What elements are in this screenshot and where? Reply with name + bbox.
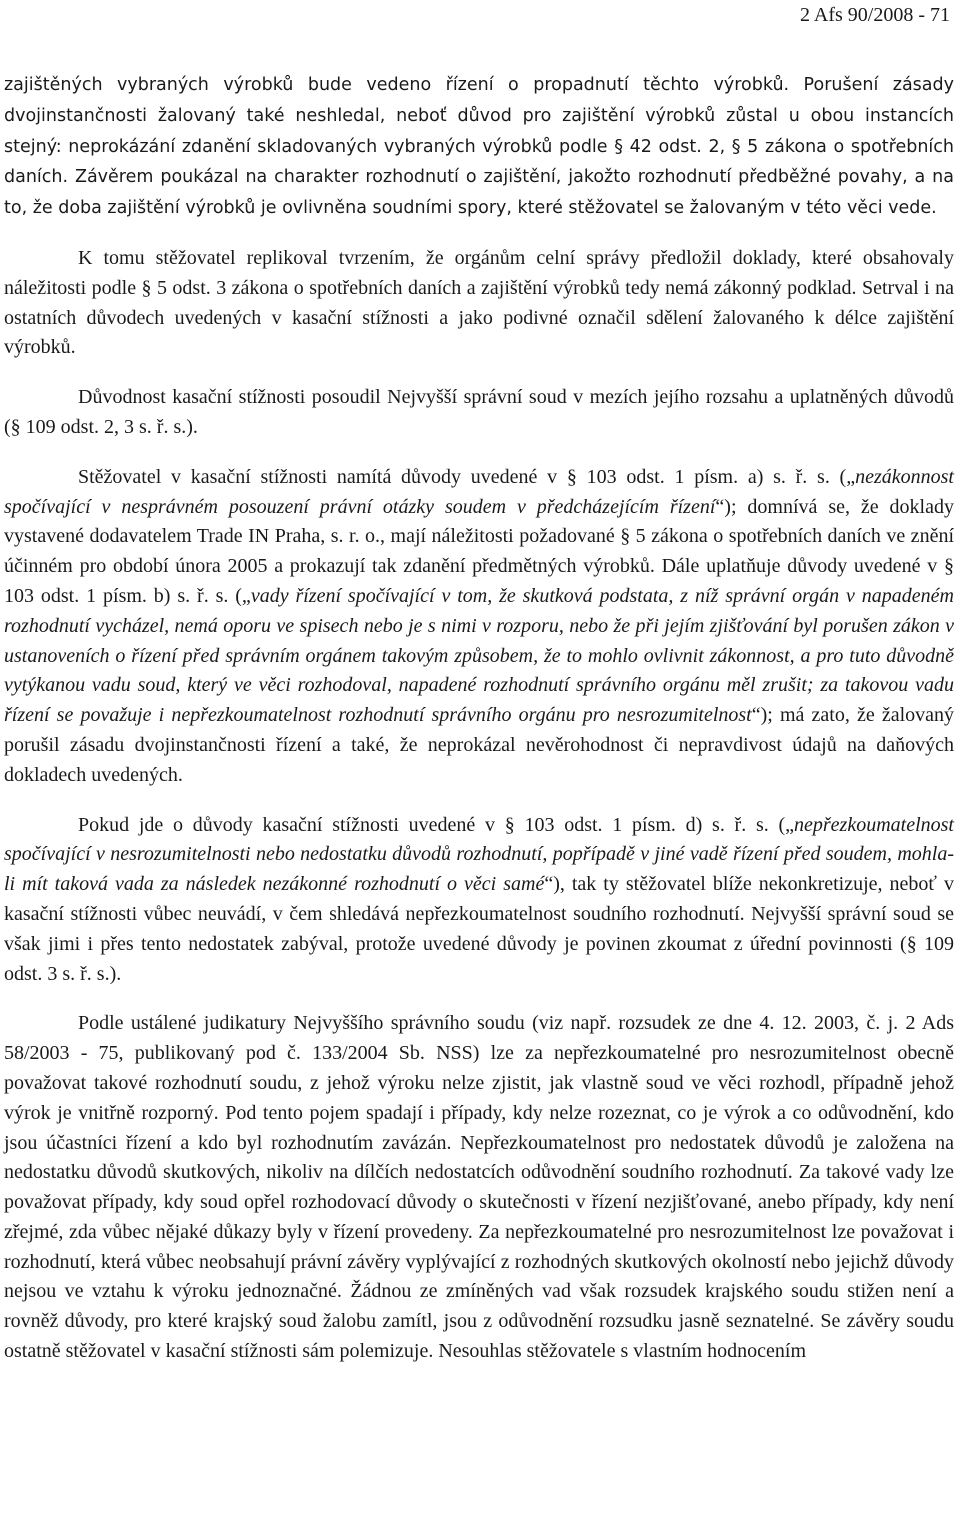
paragraph-4-part-c: “); domnívá se, že doklady vystavené dodavatelem Trade IN Praha, s. r. o., mají náležitosti požadované § 5 zákona o spotřebních daních ve znění účinném pro období února 2005 a prokazují tak zdanění předmětných výrobků. Dále uplatňuje důvody uvedené v § 103 odst. 1 písm. b) s. ř. s. („	[4, 495, 954, 607]
paragraph-4-quote-1: nezákonnost spočívající v nesprávném posouzení právní otázky soudem v předcházejícím řízení	[4, 465, 954, 518]
paragraph-4-quote-2: vady řízení spočívající v tom, že skutková podstata, z níž správní orgán v napadeném rozhodnutí vycházel, nemá oporu ve spisech nebo je s nimi v rozporu, nebo že při jejím zjišťování byl porušen zákon v ustanoveních o řízení před správním orgánem takovým způsobem, že to mohlo ovlivnit zákonnost, a pro tuto důvodně vytýkanou vadu soud, který ve věci rozhodoval, napadené rozhodnutí správního orgánu měl zrušit; za takovou vadu řízení se považuje i nepřezkoumatelnost rozhodnutí správního orgánu pro nesrozumitelnost	[4, 584, 955, 727]
paragraph-3: Důvodnost kasační stížnosti posoudil Nejvyšší správní soud v mezích jejího rozsahu a uplatněných důvodů (§ 109 odst. 2, 3 s. ř. s.).	[4, 386, 954, 438]
paragraph-2-part-a: K tomu stěžovatel replikoval tvrzením, že orgánům celní správy předložil doklady, které obsahovaly náležitosti podle § 5 odst. 3 zákona o spotřebních daních a zajištění výrobků tedy nemá zákonný podklad.	[4, 246, 954, 299]
paragraph-5-quote: nepřezkoumatelnost spočívající v nesrozumitelnosti nebo nedostatku důvodů rozhodnutí, popřípadě v jiné vadě řízení před soudem, mohla-li mít taková vada za následek nezákonné rozhodnutí o věci samé	[4, 813, 954, 896]
paragraph-6: Podle ustálené judikatury Nejvyššího správního soudu (viz např. rozsudek ze dne 4. 12. 2003, č. j. 2 Ads 58/2003 - 75, publikovaný pod č. 133/2004 Sb. NSS) lze za nepřezkoumatelné pro nesrozumitelnost obecně považovat takové rozhodnutí soudu, z jehož výroku nelze zjistit, jak vlastně soud ve věci rozhodl, případně jehož výrok je vnitřně rozporný. Pod tento pojem spadají i případy, kdy nelze rozeznat, co je výrok a co odůvodnění, kdo jsou účastníci řízení a kdo byl rozhodnutím zavázán. Nepřezkoumatelnost pro nedostatek důvodů je založena na nedostatku důvodů skutkových, nikoliv na dílčích nedostatcích odůvodnění soudního rozhodnutí. Za takové vady lze považovat případy, kdy soud opřel rozhodovací důvody o skutečnosti v řízení nezjišťované, anebo případy, kdy není zřejmé, zda vůbec nějaké důkazy byly v řízení provedeny. Za nepřezkoumatelné pro nesrozumitelnost lze považovat i rozhodnutí, která vůbec neobsahují právní závěry vyplývající z rozhodných skutkových okolností nebo jejichž důvody nejsou ve vztahu k výroku jednoznačné. Žádnou ze zmíněných vad však rozsudek krajského soudu stižen není a rovněž důvody, pro které krajský soud žalobu zamítl, jsou z odůvodnění rozsudku jasně seznatelné. Se závěry soudu ostatně stěžovatel v kasační stížnosti sám polemizuje. Nesouhlas stěžovatele s vlastním hodnocením	[4, 1012, 954, 1363]
paragraph-5-part-a: Pokud jde o důvody kasační stížnosti uvedené v § 103 odst. 1 písm. d) s. ř. s. („	[78, 813, 795, 836]
paragraph-5	[4, 811, 954, 990]
paragraph-1	[4, 70, 954, 224]
paragraph-2-part-b: Setrval i na ostatních důvodech uvedených v kasační stížnosti a jako podivné označil sdělení žalovaného k délce zajištění výrobků.	[4, 276, 954, 359]
document-body	[4, 70, 954, 1387]
paragraph-4	[4, 463, 954, 791]
paragraph-4-part-a: Stěžovatel v kasační stížnosti namítá důvody uvedené v § 103 odst. 1 písm. a) s. ř. s. („	[78, 465, 856, 488]
paragraph-5-part-c: “), tak ty stěžovatel blíže nekonkretizuje, neboť v kasační stížnosti vůbec neuvádí, v čem shledává nepřezkoumatelnost soudního rozhodnutí. Nejvyšší správní soud se však jimi i přes tento nedostatek zabýval, protože uvedené důvody je povinen zkoumat z úřední povinnosti (§ 109 odst. 3 s. ř. s.).	[4, 873, 954, 985]
paragraph-1-part-a: zajištěných vybraných výrobků bude vedeno řízení o propadnutí těchto výrobků. Porušení zásady dvojinstančnosti žalovaný také neshledal, neboť důvod pro zajištění výrobků zůstal u obou instancích stejný: neprokázání zdanění skladovaných vybraných výrobků podle § 42 odst. 2, § 5 zákona o spotřebních daních.	[4, 75, 954, 188]
case-number-header: 2 Afs 90/2008 - 71	[800, 4, 950, 26]
paragraph-1-part-b: Závěrem poukázal na charakter rozhodnutí o zajištění, jakožto rozhodnutí předběžné povahy, a na to, že doba zajištění výrobků je ovlivněna soudními spory, které stěžovatel se žalovaným v této věci vede.	[4, 167, 954, 219]
paragraph-4-part-e: “); má zato, že žalovaný porušil zásadu dvojinstančnosti řízení a také, že neprokázal nevěrohodnost či nepravdivost údajů na daňových dokladech uvedených.	[4, 704, 955, 786]
paragraph-2	[4, 244, 954, 363]
